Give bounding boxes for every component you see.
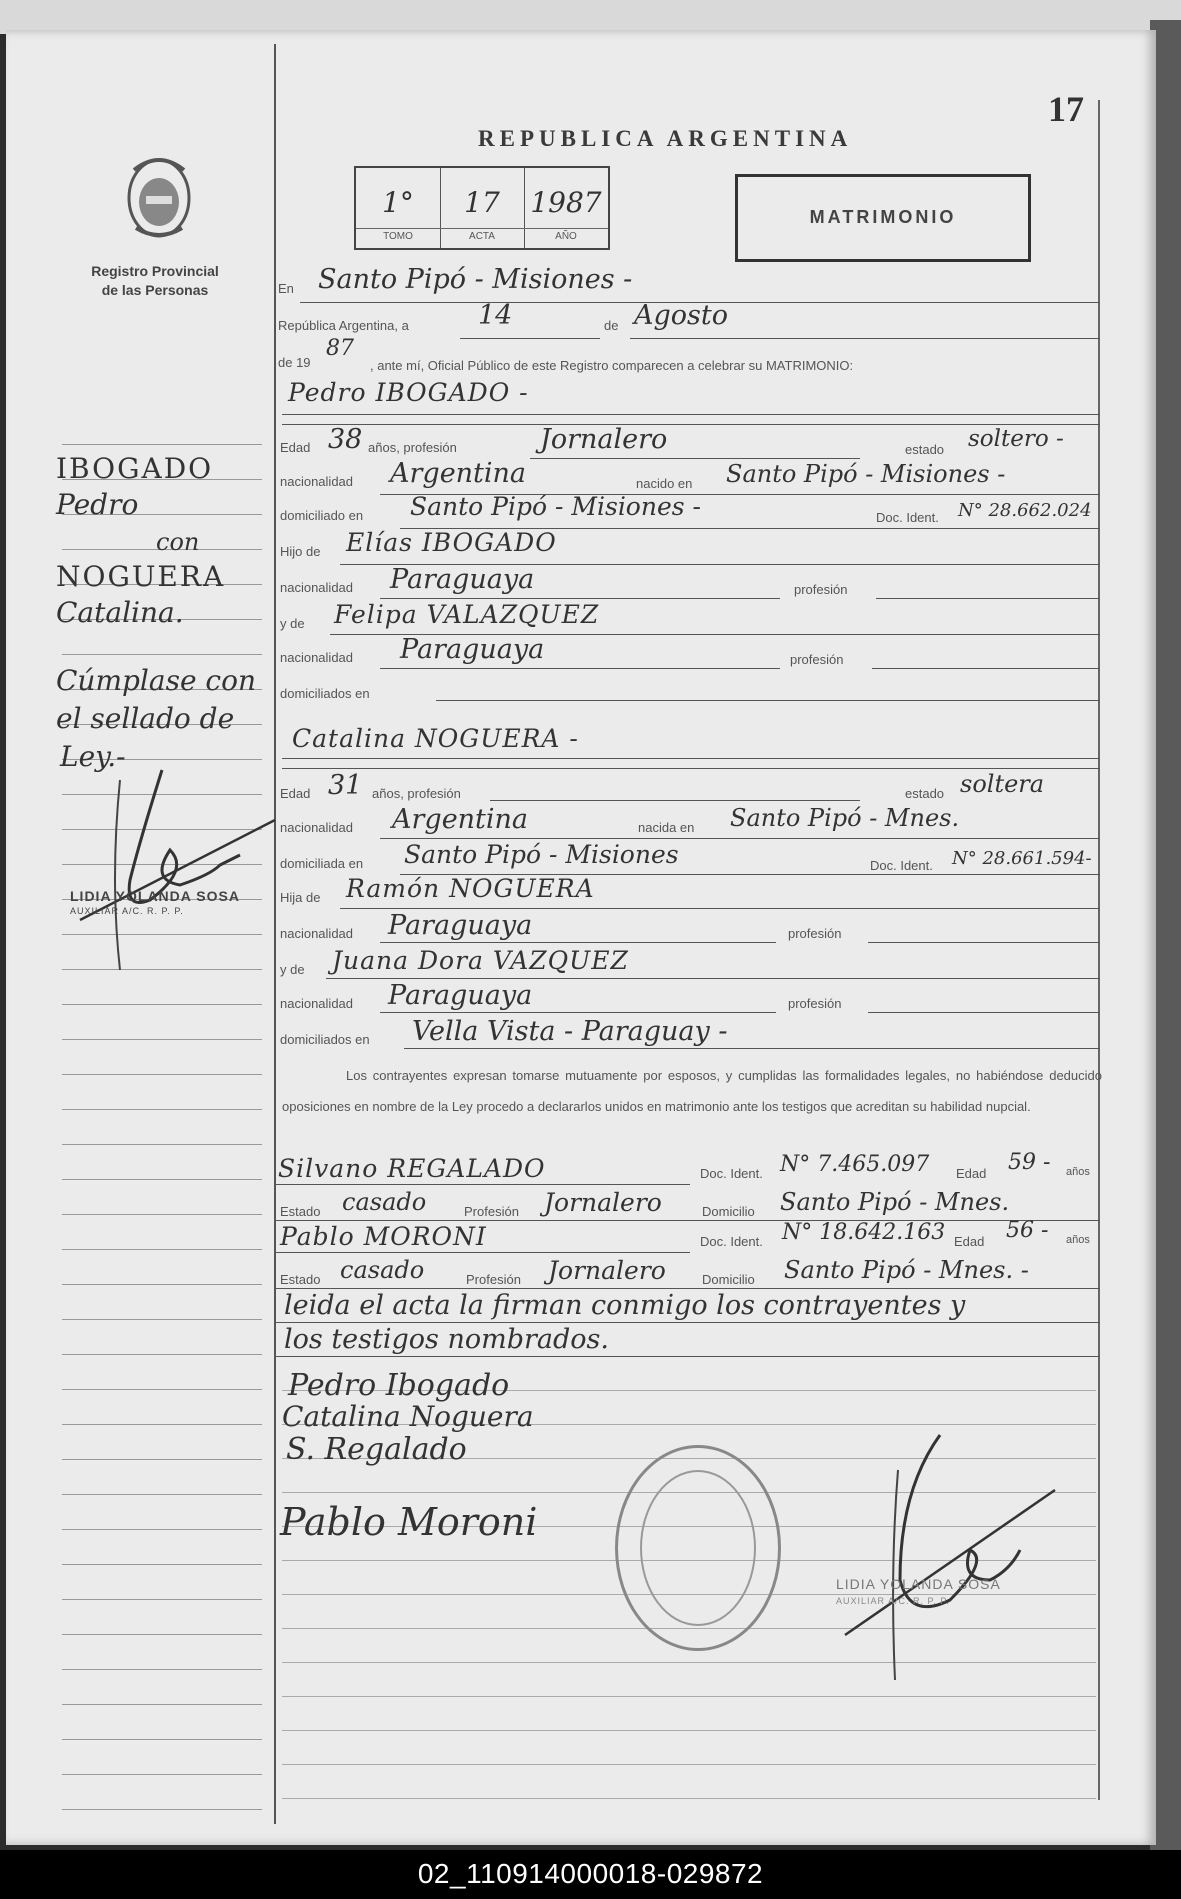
bride-parents-domicile: Vella Vista - Paraguay - (412, 1016, 728, 1047)
margin-ruled-line (62, 444, 262, 445)
rule (282, 424, 1100, 425)
margin-ruled-line (62, 1389, 262, 1390)
signature-witness2: Pablo Moroni (280, 1500, 538, 1544)
margin-ruled-line (62, 1634, 262, 1635)
margin-ruled-line (62, 1774, 262, 1775)
witness1-profession: Jornalero (544, 1188, 662, 1217)
bride-mother: Juana Dora VAZQUEZ (332, 946, 629, 975)
margin-ruled-line (62, 1564, 262, 1565)
stamp-inner-ring (640, 1470, 756, 1626)
groom-born: Santo Pipó - Misiones - (726, 460, 1006, 488)
place-value: Santo Pipó - Misiones - (318, 264, 633, 295)
groom-doc-label: Doc. Ident. (876, 510, 939, 525)
rule (380, 1012, 776, 1013)
official-round-stamp (615, 1445, 781, 1651)
margin-groom-surname: IBOGADO (56, 452, 214, 485)
margin-ruled-line (62, 1109, 262, 1110)
tomo-cell (356, 168, 441, 248)
bride-nationality: Argentina (392, 804, 529, 835)
witness1-estado-label: Estado (280, 1204, 321, 1219)
margin-ruled-line (62, 1354, 262, 1355)
bride-hija-label: Hija de (280, 890, 321, 905)
year-prefix-label: de 19 (278, 355, 311, 370)
witness2-edad-label: Edad (954, 1234, 985, 1249)
bride-father-nat-label: nacionalidad (280, 926, 354, 941)
witness1-prof-label: Profesión (464, 1204, 519, 1219)
rule (490, 800, 860, 801)
witness2-estado: casado (340, 1256, 425, 1284)
acta-cell (440, 168, 525, 248)
anio-label: AÑO (524, 228, 608, 242)
groom-mother-prof-label: profesión (790, 652, 844, 667)
groom-hijo-label: Hijo de (280, 544, 321, 559)
margin-ruled-line (62, 1704, 262, 1705)
margin-ruled-line (62, 1039, 262, 1040)
witness1-domicile: Santo Pipó - Mnes. (780, 1188, 1010, 1216)
groom-domiciliados-label: domiciliados en (280, 686, 370, 701)
margin-bride-name: Catalina. (56, 596, 184, 629)
margin-ruled-line (62, 1529, 262, 1530)
margin-ruled-line (62, 1669, 262, 1670)
groom-mother-nat: Paraguaya (400, 634, 545, 665)
groom-domicile: Santo Pipó - Misiones - (410, 492, 701, 521)
margin-bride-surname: NOGUERA (56, 560, 226, 593)
margin-ruled-line (62, 1284, 262, 1285)
rule (630, 338, 1100, 339)
body-ruled-line (282, 1696, 1096, 1697)
witness1-doc: N° 7.465.097 (780, 1152, 930, 1177)
tomo-acta-anio-box (354, 166, 610, 250)
rule (460, 338, 600, 339)
signature-groom: Pedro Ibogado (288, 1368, 510, 1403)
margin-official-title: AUXILIAR A/C. R. P. P. (70, 906, 184, 916)
groom-edad-label: Edad (280, 440, 311, 455)
margin-official-name: LIDIA YOLANDA SOSA (70, 888, 240, 904)
rule (276, 1184, 690, 1185)
registry-line-1: Registro Provincial (91, 263, 219, 279)
margin-signature (70, 760, 290, 980)
coat-of-arms-seal (116, 150, 202, 242)
rule (380, 668, 780, 669)
day-value: 14 (478, 300, 513, 331)
margin-ruled-line (62, 1214, 262, 1215)
margin-note-3: Ley.- (60, 740, 126, 773)
bride-doc-label: Doc. Ident. (870, 858, 933, 873)
groom-father-nat-label: nacionalidad (280, 580, 354, 595)
margin-ruled-line (62, 1494, 262, 1495)
margin-ruled-line (62, 1809, 262, 1810)
witness2-anios-label: años (1066, 1234, 1090, 1246)
bottom-official-name: LIDIA YOLANDA SOSA (836, 1576, 1001, 1592)
en-label: En (278, 281, 294, 296)
bride-prof-label: años, profesión (372, 786, 461, 801)
tomo-value: 1° (382, 186, 414, 219)
anio-cell (524, 168, 608, 248)
margin-ruled-line (62, 1739, 262, 1740)
rule (380, 598, 780, 599)
rule (876, 598, 1100, 599)
rule (530, 458, 860, 459)
rule (276, 1356, 1100, 1357)
groom-age: 38 (328, 424, 363, 455)
official-signature (840, 1430, 1080, 1690)
year-suffix-value: 87 (326, 336, 354, 361)
month-value: Agosto (634, 300, 728, 331)
witness2-name: Pablo MORONI (280, 1222, 487, 1251)
bride-mother-nat-label: nacionalidad (280, 996, 354, 1011)
witness2-doc-label: Doc. Ident. (700, 1234, 763, 1249)
margin-note-1: Cúmplase con (56, 664, 256, 697)
bride-nacida-label: nacida en (638, 820, 695, 835)
rule (872, 668, 1100, 669)
bride-yde-label: y de (280, 962, 305, 977)
rule (276, 1220, 1100, 1221)
rule (282, 758, 1100, 759)
bottom-official-title: AUXILIAR A/C. R. P. P. (836, 1596, 950, 1606)
document-id: 02_110914000018-029872 (417, 1858, 764, 1889)
groom-nacido-label: nacido en (636, 476, 693, 491)
bride-nat-label: nacionalidad (280, 820, 354, 835)
groom-father: Elías IBOGADO (346, 528, 557, 557)
rule (436, 700, 1100, 701)
page-number: 17 (1048, 89, 1084, 129)
rule (868, 942, 1100, 943)
bride-estado-label: estado (905, 786, 945, 801)
witness1-age: 59 - (1008, 1150, 1051, 1175)
groom-nat-label: nacionalidad (280, 474, 354, 489)
closing-line-2: los testigos nombrados. (284, 1324, 609, 1355)
declaration-paragraph (282, 1060, 1102, 1122)
body-ruled-line (282, 1730, 1096, 1731)
bride-born: Santo Pipó - Mnes. (730, 804, 960, 832)
registry-label (60, 262, 250, 300)
registry-line-2: de las Personas (101, 282, 209, 298)
margin-groom-name: Pedro (56, 488, 139, 521)
bride-domiciliados-label: domiciliados en (280, 1032, 370, 1047)
groom-father-prof-label: profesión (794, 582, 848, 597)
groom-mother-nat-label: nacionalidad (280, 650, 354, 665)
rule (340, 908, 1100, 909)
scan-top-edge (0, 0, 1181, 34)
rule (282, 414, 1100, 415)
rule (276, 1322, 1100, 1323)
rule (282, 768, 1100, 769)
tomo-label: TOMO (356, 228, 440, 242)
witness2-age: 56 - (1006, 1218, 1049, 1243)
witness1-edad-label: Edad (956, 1166, 987, 1181)
groom-profession: Jornalero (540, 424, 668, 455)
bride-dom-label: domiciliada en (280, 856, 364, 871)
rule (326, 978, 1100, 979)
groom-estado-label: estado (905, 442, 945, 457)
witness1-dom-label: Domicilio (702, 1204, 755, 1219)
margin-ruled-line (62, 1424, 262, 1425)
witness2-doc: N° 18.642.163 (782, 1220, 946, 1245)
country-title: REPUBLICA ARGENTINA (478, 126, 853, 151)
rule (276, 1288, 1100, 1289)
bride-father-nat: Paraguaya (388, 910, 533, 941)
bride-father: Ramón NOGUERA (346, 874, 595, 903)
rule (404, 1048, 1100, 1049)
witness2-dom-label: Domicilio (702, 1272, 755, 1287)
body-ruled-line (282, 1764, 1096, 1765)
witness1-name: Silvano REGALADO (278, 1154, 546, 1183)
groom-doc: N° 28.662.024 (958, 500, 1092, 521)
witness1-estado: casado (342, 1188, 427, 1216)
margin-note-2: el sellado de (56, 702, 235, 735)
bride-name: Catalina NOGUERA - (292, 724, 579, 753)
groom-name: Pedro IBOGADO - (288, 378, 529, 407)
margin-ruled-line (62, 1459, 262, 1460)
witness2-profession: Jornalero (548, 1256, 666, 1285)
bride-edad-label: Edad (280, 786, 311, 801)
rule (380, 838, 1100, 839)
bride-age: 31 (328, 770, 363, 801)
acta-value: 17 (464, 186, 500, 219)
closing-line-1: leida el acta la firman conmigo los contrayentes y (284, 1290, 966, 1321)
margin-ruled-line (62, 654, 262, 655)
witness1-doc-label: Doc. Ident. (700, 1166, 763, 1181)
groom-father-nat: Paraguaya (390, 564, 535, 595)
groom-yde-label: y de (280, 616, 305, 631)
margin-ruled-line (62, 1144, 262, 1145)
body-ruled-line (282, 1798, 1096, 1799)
act-type-label: MATRIMONIO (809, 207, 957, 227)
margin-ruled-line (62, 1074, 262, 1075)
anio-value: 1987 (530, 186, 602, 219)
act-type-box (735, 174, 1031, 262)
witness2-prof-label: Profesión (466, 1272, 521, 1287)
margin-ruled-line (62, 1249, 262, 1250)
bride-father-prof-label: profesión (788, 926, 842, 941)
de-label: de (604, 318, 619, 333)
groom-dom-label: domiciliado en (280, 508, 364, 523)
republic-label: República Argentina, a (278, 318, 409, 333)
groom-prof-label: años, profesión (368, 440, 457, 455)
intro-text: , ante mí, Oficial Público de este Registro comparecen a celebrar su MATRIMONIO: (370, 358, 854, 373)
bride-doc: N° 28.661.594- (952, 848, 1092, 869)
declaration-text: Los contrayentes expresan tomarse mutuamente por esposos, y cumplidas las formalidades legales, no habiéndose deducido oposiciones en nombre de la Ley procedo a declararlos unidos en matrimonio ante los testigos que acreditan su habilidad nupcial. (282, 1068, 1102, 1114)
groom-nationality: Argentina (390, 458, 527, 489)
margin-ruled-line (62, 1319, 262, 1320)
groom-mother: Felipa VALAZQUEZ (334, 600, 600, 629)
bride-estado: soltera (960, 770, 1045, 798)
right-rule (1098, 100, 1100, 1800)
witness2-estado-label: Estado (280, 1272, 321, 1287)
bride-domicile: Santo Pipó - Misiones (404, 840, 679, 869)
witness1-anios-label: años (1066, 1166, 1090, 1178)
rule (276, 1252, 690, 1253)
margin-ruled-line (62, 1599, 262, 1600)
groom-estado: soltero - (968, 426, 1064, 452)
bride-mother-prof-label: profesión (788, 996, 842, 1011)
signature-bride: Catalina Noguera (282, 1400, 534, 1433)
margin-con: con (156, 528, 200, 556)
bride-mother-nat: Paraguaya (388, 980, 533, 1011)
rule (380, 942, 776, 943)
signature-witness1: S. Regalado (286, 1432, 467, 1467)
margin-ruled-line (62, 1004, 262, 1005)
margin-ruled-line (62, 1179, 262, 1180)
rule (868, 1012, 1100, 1013)
witness2-domicile: Santo Pipó - Mnes. - (784, 1256, 1029, 1284)
acta-label: ACTA (440, 228, 524, 242)
